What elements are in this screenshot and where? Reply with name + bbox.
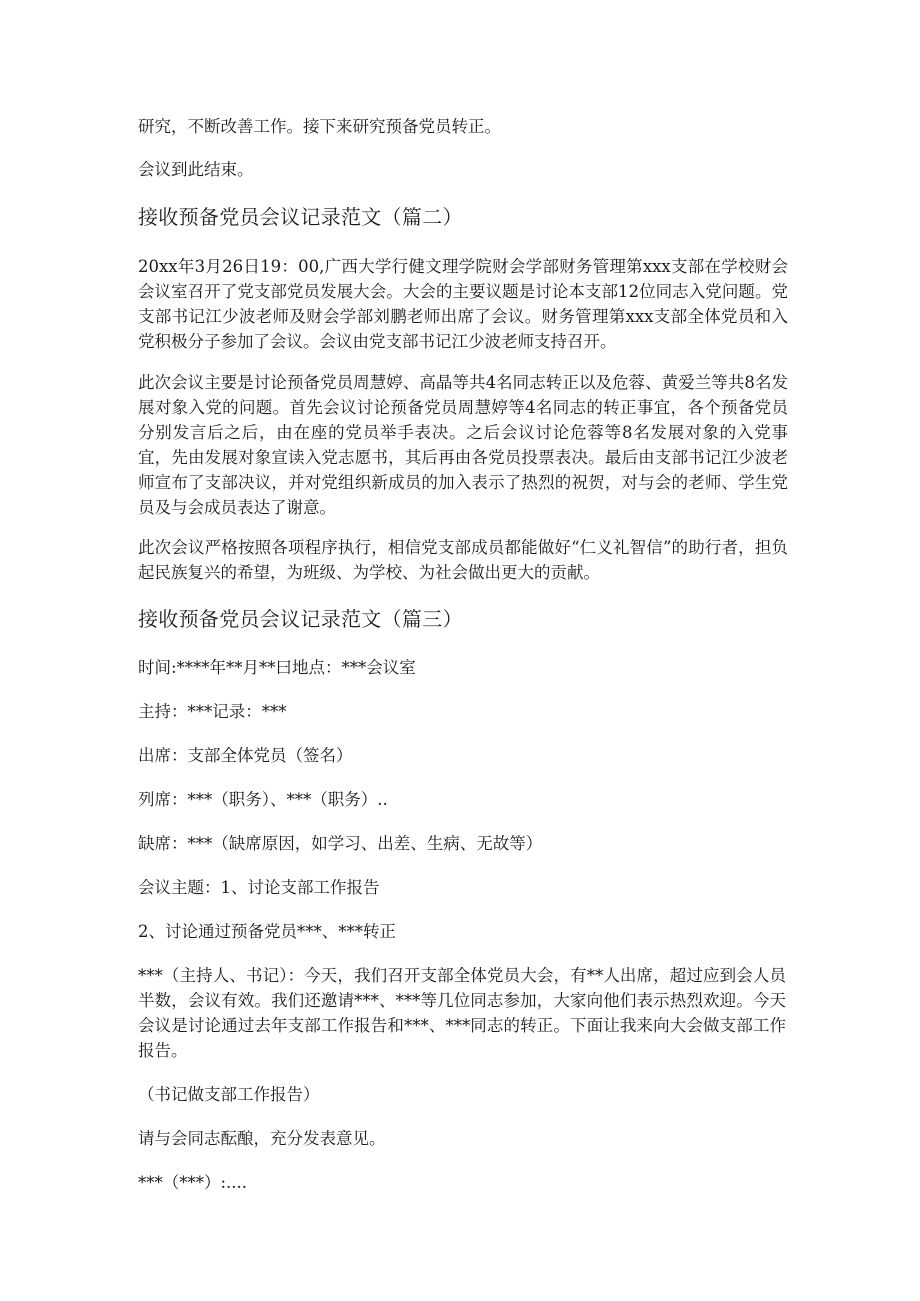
body-line: 请与会同志酝酿，充分发表意见。 bbox=[138, 1129, 386, 1148]
body-line: （书记做支部工作报告） bbox=[138, 1085, 320, 1104]
meeting-topic-line: 2、讨论通过预备党员***、***转正 bbox=[138, 922, 396, 941]
host-speech-paragraph: ***（主持人、书记）：今天，我们召开支部全体党员大会，有**人出席，超过应到会人员半数，会议有效。我们还邀请***、***等几位同志参加，大家向他们表示热烈欢迎。今天会议是讨论通过去年支部工作报告和***、***同志的转正。下面让我来向大会做支部工作报告。 bbox=[138, 966, 786, 1060]
body-line: 研究，不断改善工作。接下来研究预备党员转正。 bbox=[138, 117, 501, 136]
meeting-time-line: 时间:****年**月**曰地点：***会议室 bbox=[138, 658, 416, 677]
body-line: 会议到此结束。 bbox=[138, 160, 254, 179]
section-heading: 接收预备党员会议记录范文（篇三） bbox=[138, 607, 463, 631]
meeting-attendees-line: 出席：支部全体党员（签名） bbox=[138, 746, 353, 765]
meeting-topic-line: 会议主题：1、讨论支部工作报告 bbox=[138, 878, 380, 897]
meeting-observers-line: 列席：***（职务）、***（职务）.. bbox=[138, 790, 388, 809]
section-heading: 接收预备党员会议记录范文（篇二） bbox=[138, 205, 463, 229]
paragraph: 20xx年3月26日19：00,广西大学行健文理学院财会学部财务管理第xxx支部在学校财会会议室召开了党支部党员发展大会。大会的主要议题是讨论本支部12位同志入党问题。党支部书记江少波老师及财会学部刘鹏老师出席了会议。财务管理第xxx支部全体党员和入党积极分子参加了会议。会议由党支部书记江少波老师支持召开。 bbox=[138, 257, 788, 351]
paragraph: 此次会议严格按照各项程序执行，相信党支部成员都能做好“仁义礼智信”的助行者，担负起民族复兴的希望，为班级、为学校、为社会做出更大的贡献。 bbox=[138, 538, 788, 582]
body-line: ***（***）:.... bbox=[138, 1173, 248, 1192]
meeting-absent-line: 缺席：***（缺席原因，如学习、出差、生病、无故等） bbox=[138, 834, 543, 853]
meeting-host-line: 主持：***记录：*** bbox=[138, 702, 287, 721]
paragraph: 此次会议主要是讨论预备党员周慧婷、高晶等共4名同志转正以及危蓉、黄爱兰等共8名发展对象入党的问题。首先会议讨论预备党员周慧婷等4名同志的转正事宜，各个预备党员分别发言后之后，由在座的党员举手表决。之后会议讨论危蓉等8名发展对象的入党事宜，先由发展对象宣读入党志愿书，其后再由各党员投票表决。最后由支部书记江少波老师宣布了支部决议，并对党组织新成员的加入表示了热烈的祝贺，对与会的老师、学生党员及与会成员表达了谢意。 bbox=[138, 373, 788, 517]
